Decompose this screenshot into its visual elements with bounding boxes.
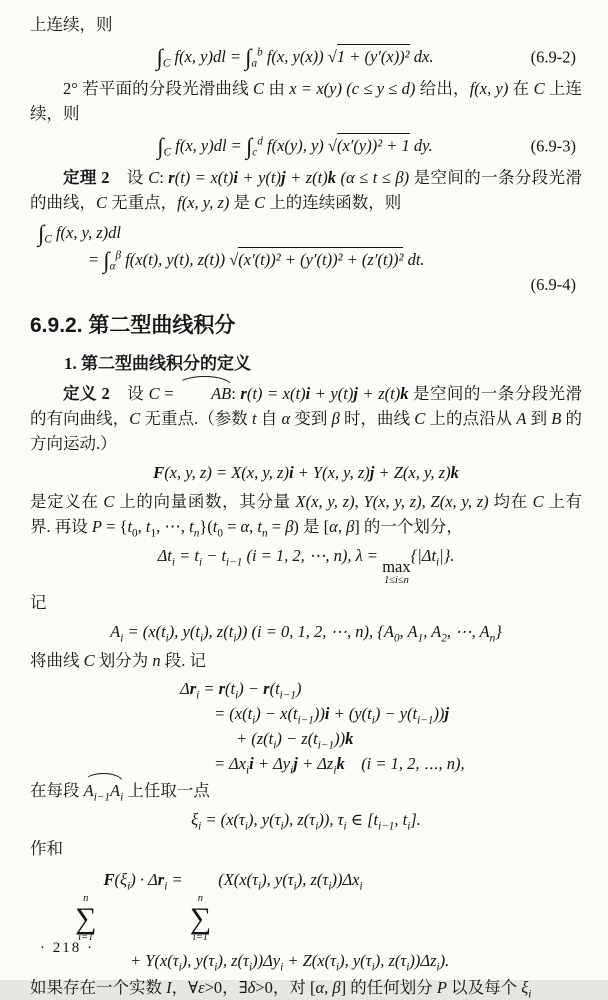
equation-delta-r-line4: = $\Delta x_ii + \Delta y_ij + \Delta z_ik$ (i = 1, 2, ⋯, n), (214, 753, 465, 777)
subsection-heading-definition: 1. 第二型曲线积分的定义 (64, 353, 251, 373)
equation-riemann-sum-line1: n ∑ i=1 $F(\xi_i) \cdot \Delta r_i$ = n ∑ i=1 ($X(x(\tau_i)$, $y(\tau_i)$, $z(\tau_i))\Delta x_i$ (75, 870, 363, 944)
paragraph-note-ji: 记 (30, 593, 47, 613)
section-heading-6-9-2: 6.9.2. 第二型曲线积分 (30, 313, 236, 337)
equation-6-9-4-line1: $\int_C$ f(x, y, z)dl (38, 219, 122, 246)
paragraph-continuous-top: 上连续，则 (30, 15, 113, 34)
equation-riemann-sum-block (72, 867, 582, 973)
paragraph-case2: 2° 若平面的分段光滑曲线 C 由 x = x(y) (c ≤ y ≤ d) 给出，f(x, y) 在 C 上连续，则 (30, 79, 583, 124)
equation-6-9-2-body: $\int_C$ f(x, $y)dl = \int_a^b$ f(x, y(x)) √1 + (y′(x))² dx. (156, 44, 434, 71)
equation-delta-r-block (180, 676, 582, 776)
equation-6-9-2 (30, 44, 576, 71)
page-number: · 218 · (40, 940, 94, 957)
paragraph-definition2: 定义 2 设 C = AB: r(t) = x(t)i + y(t)j + z(t)k 是空间的一条分段光滑的有向曲线，C 无重点.（参数 t 自 α 变到 β 时，曲线 C 上的点沿从 A 到 B 的方向运动.） (30, 381, 582, 456)
equation-6-9-3 (30, 133, 576, 160)
equation-number-6-9-4: (6.9-4) (530, 274, 576, 294)
paragraph-divide-curve: 将曲线 C 划分为 n 段. 记 (30, 651, 207, 671)
equation-number-6-9-3: (6.9-3) (530, 136, 576, 156)
equation-delta-r-line2: = $(x(t_i) - x(t_{i-1}))i + (y(t_i) - y(t_{i-1}))j$ (214, 703, 450, 726)
paragraph-vector-function: 是定义在 C 上的向量函数，其分量 X(x, y, z), Y(x, y, z), Z(x, y, z) 均在 C 上有界. 再设 $P = \{t_0$, $t_1$, ⋯, $t_n\}(t_0 = \alpha$, $t_n = \beta$) 是 [α, β] 的一个划分， (30, 491, 583, 540)
equation-vector-field-F: F(x, y, z) = X(x, y, z)i + Y(x, y, z)j + Z(x, y, z)k (153, 462, 459, 482)
paragraph-exists-real: 如果存在一个实数 I，∀ε>0，∃δ>0，对 [α, β] 的任何划分 P 以及每个 $\xi_i$ (30, 977, 532, 1000)
equation-number-6-9-2: (6.9-2) (530, 47, 576, 67)
equation-riemann-sum-line2: + $Y(x(\tau_i)$, $y(\tau_i)$, $z(\tau_i))\Delta y_i + Z(x(\tau_i)$, $y(\tau_i)$, $z(\tau_i))\Delta z_i$). (130, 950, 450, 973)
equation-6-9-3-body: $\int_C$ f(x, $y)dl = \int_c^d$ f(x(y), y) √(x′(y))² + 1 dy. (157, 133, 433, 160)
paragraph-theorem2: 定理 2 设 C: r(t) = x(t)i + y(t)j + z(t)k (α ≤ t ≤ β) 是空间的一条分段光滑的曲线，C 无重点，f(x, y, z) 是 C 上的连续函数，则 (30, 168, 583, 213)
equation-delta-r-line3: + $(z(t_i) - z(t_{i-1}))k$ (236, 728, 354, 751)
paragraph-each-segment: 在每段 $A_{i-1}A_i$ 上任取一点 (30, 778, 582, 803)
paragraph-make-sum: 作和 (30, 839, 63, 859)
equation-6-9-4-line2: = $\int_\alpha^\beta$ f(x(t), y(t), z(t)) √(x′(t))² + (y′(t))² + (z′(t))² dt. (88, 246, 425, 273)
equation-points-Ai: $A_i = (x(t_i)$, $y(t_i)$, $z(t_i)$) (i = 0, 1, 2, ⋯, n), {$A_0$, $A_1$, $A_2$, ⋯, $A_n$} (110, 622, 502, 645)
equation-delta-t: $\Delta t_i = t_i - t_{i-1}$ (i = 1, 2, ⋯, n), λ = max 1≤i≤n $\{|\Delta t_i|\}$. (157, 545, 455, 587)
equation-delta-r-line1: $\Delta r_i = r(t_i) - r(t_{i-1})$ (180, 678, 302, 701)
equation-xi-point: $\xi_i = (x(\tau_i)$, $y(\tau_i)$, $z(\tau_i)$), $\tau_i$ ∈ [$t_{i-1}$, $t_i$]. (191, 809, 421, 833)
